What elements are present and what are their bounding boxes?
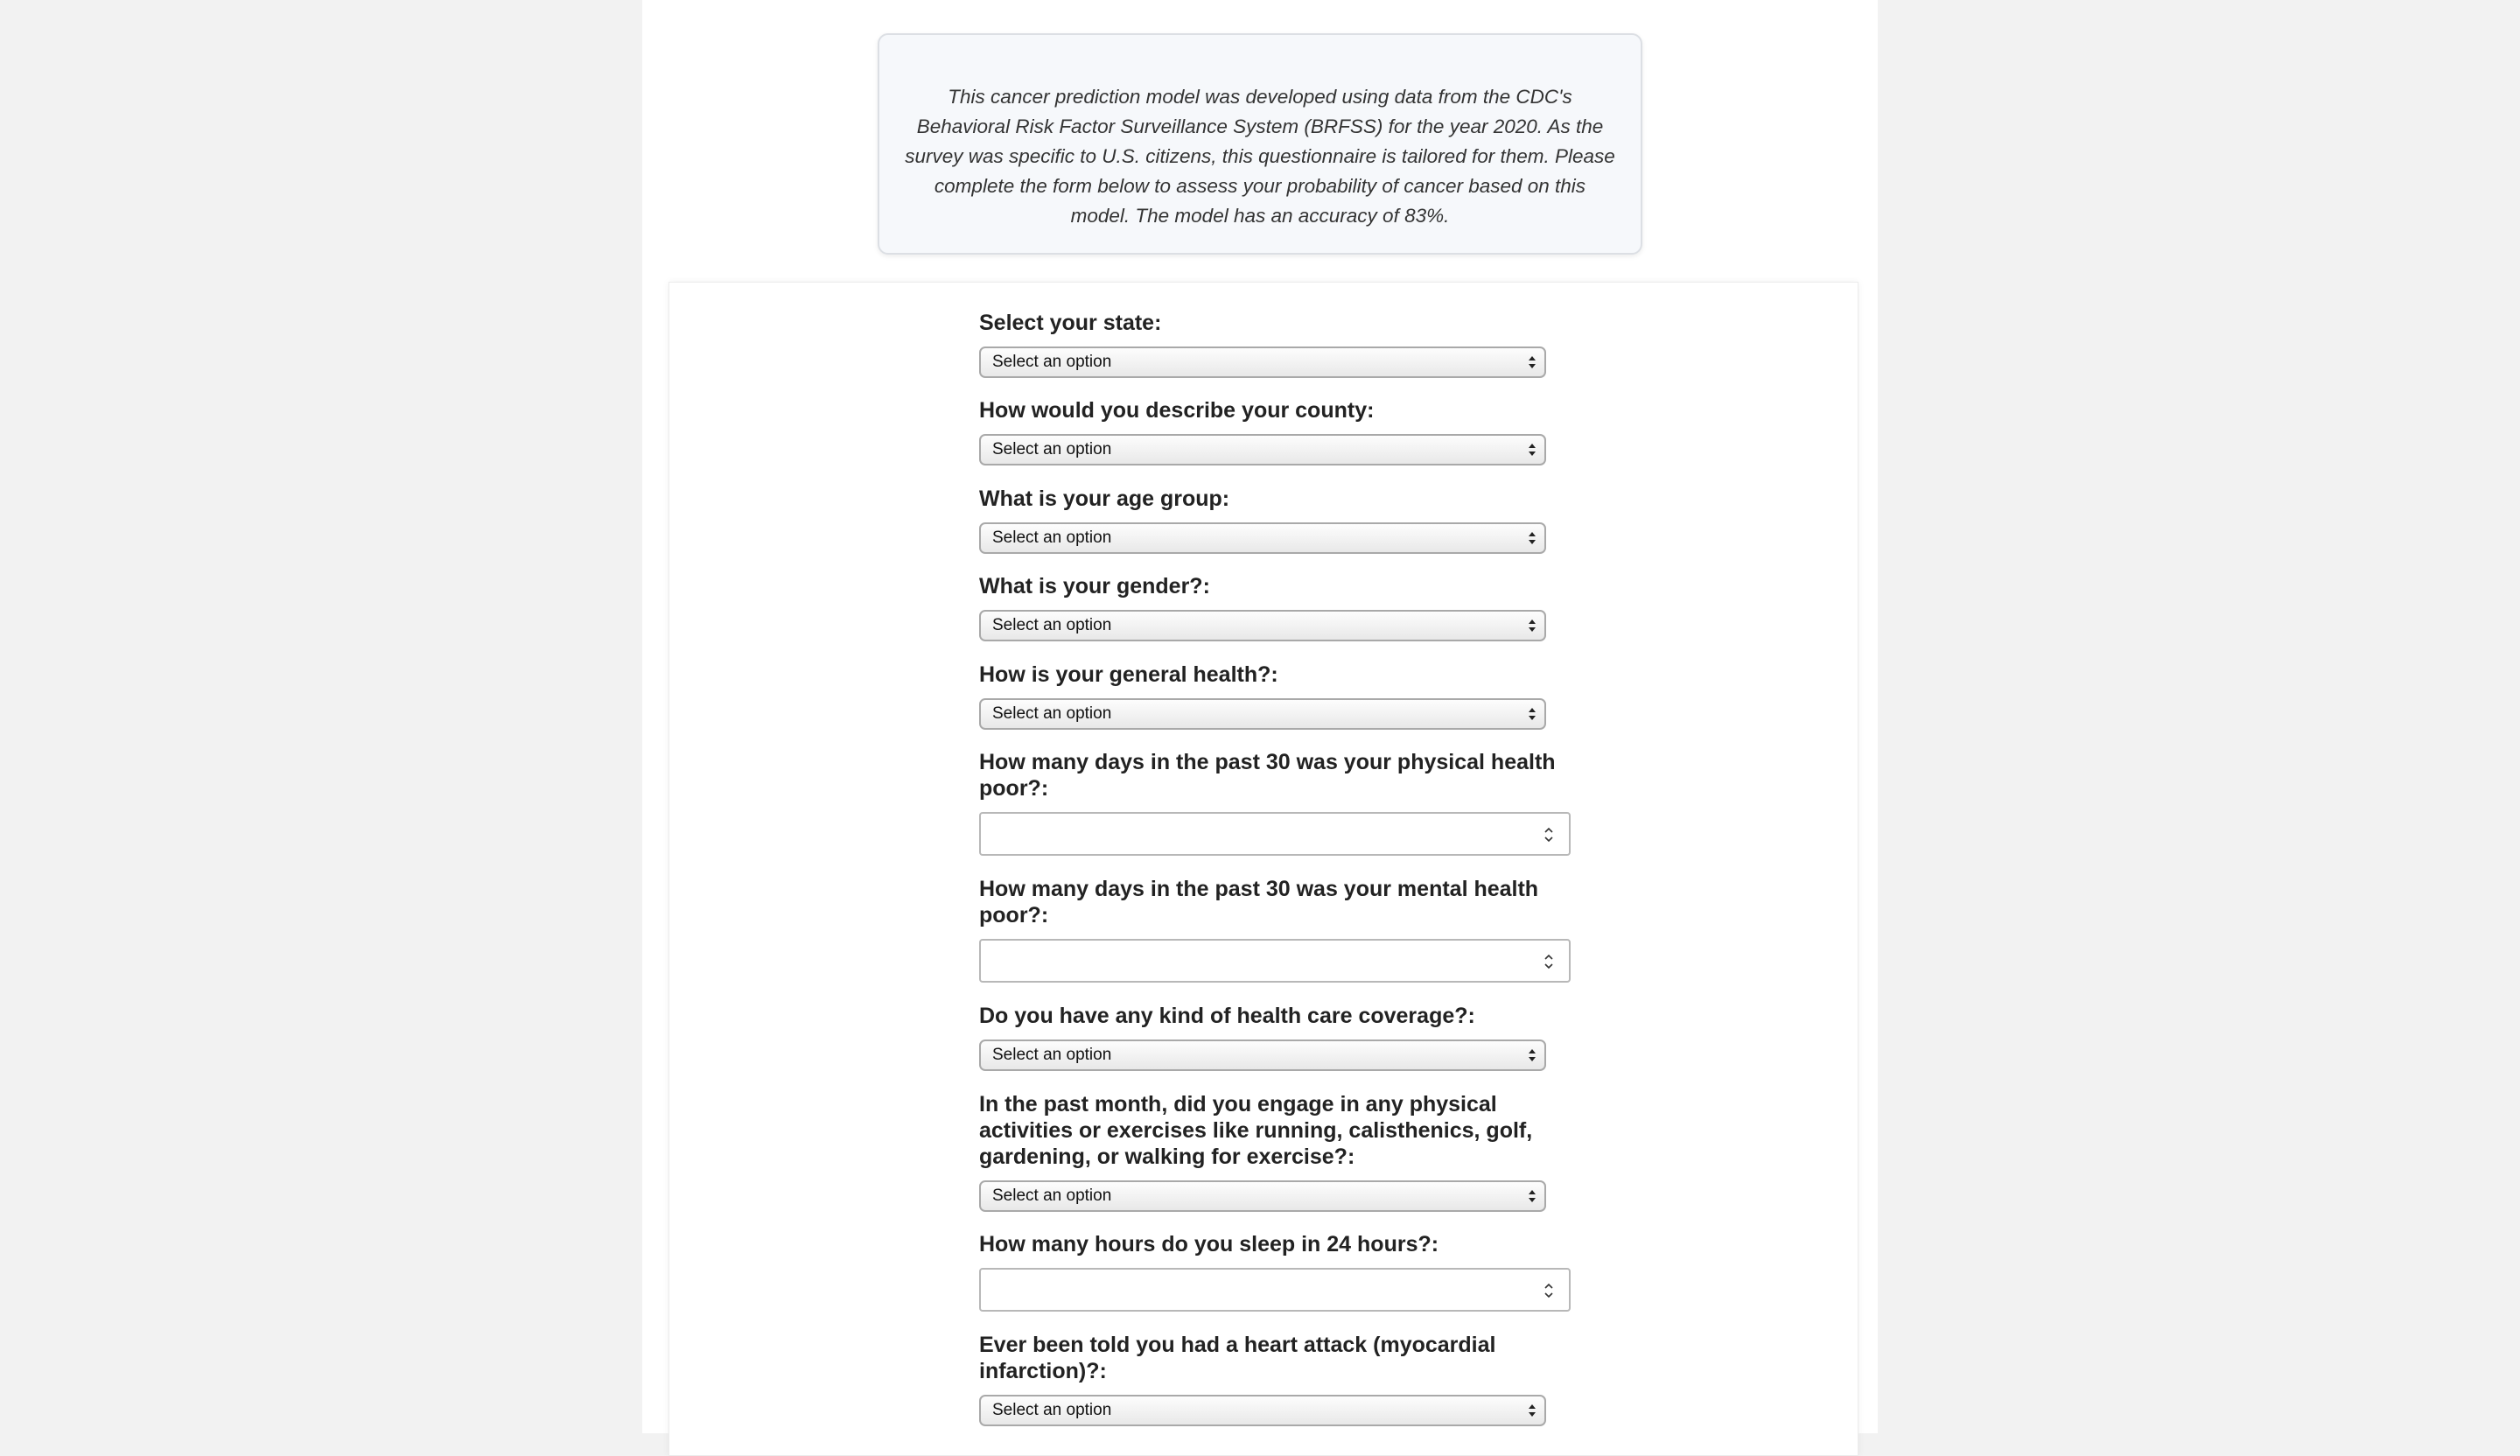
state-field xyxy=(979,310,1592,371)
physical-health-days-field xyxy=(979,749,1592,802)
age-group-field xyxy=(979,486,1592,547)
state-select[interactable] xyxy=(979,346,1546,378)
mental-health-days-field xyxy=(979,876,1592,928)
select-arrows-icon xyxy=(1528,1046,1536,1065)
physical-activity-field xyxy=(979,1091,1592,1205)
mental-health-days-label: How many days in the past 30 was your mental health poor?: xyxy=(979,877,1539,928)
physical-activity-select[interactable] xyxy=(979,1180,1546,1212)
physical-health-days-input[interactable] xyxy=(979,812,1571,856)
sleep-hours-input[interactable] xyxy=(979,1268,1571,1312)
select-arrows-icon xyxy=(1528,440,1536,459)
health-coverage-label: Do you have any kind of health care coverage?: xyxy=(979,1004,1475,1028)
sleep-hours-field xyxy=(979,1231,1592,1257)
heart-attack-select[interactable] xyxy=(979,1395,1546,1426)
heart-attack-select-value: Select an option xyxy=(992,1401,1112,1419)
select-arrows-icon xyxy=(1528,616,1536,635)
age-group-select[interactable] xyxy=(979,522,1546,554)
select-arrows-icon xyxy=(1528,1186,1536,1206)
physical-activity-label: In the past month, did you engage in any physical activities or exercises like running, calisthenics, golf, gardening, or walking for exercise?: xyxy=(979,1092,1533,1169)
physical-activity-select-value: Select an option xyxy=(992,1186,1112,1205)
sleep-hours-label: How many hours do you sleep in 24 hours?: xyxy=(979,1232,1439,1256)
health-coverage-field xyxy=(979,1003,1592,1064)
model-description-text: This cancer prediction model was developed using data from the CDC's Behavioral Risk Factor Surveillance System (BRFSS) for the year 2020. As the survey was specific to U.S. citizens, this questionnaire is tailored for them. Please complete the form below to assess your probability of cancer based on this model. The model has an accuracy of 83%. xyxy=(905,86,1615,227)
select-arrows-icon xyxy=(1528,704,1536,724)
model-description-box xyxy=(878,33,1642,255)
heart-attack-label: Ever been told you had a heart attack (myocardial infarction)?: xyxy=(979,1333,1496,1383)
state-select-value: Select an option xyxy=(992,353,1112,371)
select-arrows-icon xyxy=(1528,528,1536,548)
spinner-arrows-icon[interactable] xyxy=(1543,951,1555,972)
county-label: How would you describe your county: xyxy=(979,398,1375,423)
age-group-select-value: Select an option xyxy=(992,528,1112,547)
health-coverage-select-value: Select an option xyxy=(992,1046,1112,1064)
spinner-arrows-icon[interactable] xyxy=(1543,824,1555,845)
general-health-select[interactable] xyxy=(979,698,1546,730)
general-health-label: How is your general health?: xyxy=(979,662,1278,687)
county-select[interactable] xyxy=(979,434,1546,466)
gender-label: What is your gender?: xyxy=(979,574,1210,598)
spinner-arrows-icon[interactable] xyxy=(1543,1280,1555,1301)
gender-select-value: Select an option xyxy=(992,616,1112,634)
age-group-label: What is your age group: xyxy=(979,486,1230,511)
county-field xyxy=(979,397,1592,458)
gender-select[interactable] xyxy=(979,610,1546,641)
health-coverage-select[interactable] xyxy=(979,1040,1546,1071)
select-arrows-icon xyxy=(1528,353,1536,372)
physical-health-days-label: How many days in the past 30 was your physical health poor?: xyxy=(979,750,1556,801)
mental-health-days-input[interactable] xyxy=(979,939,1571,983)
county-select-value: Select an option xyxy=(992,440,1112,458)
general-health-field xyxy=(979,662,1592,723)
heart-attack-field xyxy=(979,1332,1592,1419)
state-label: Select your state: xyxy=(979,311,1162,335)
general-health-select-value: Select an option xyxy=(992,704,1112,723)
select-arrows-icon xyxy=(1528,1401,1536,1420)
gender-field xyxy=(979,573,1592,634)
